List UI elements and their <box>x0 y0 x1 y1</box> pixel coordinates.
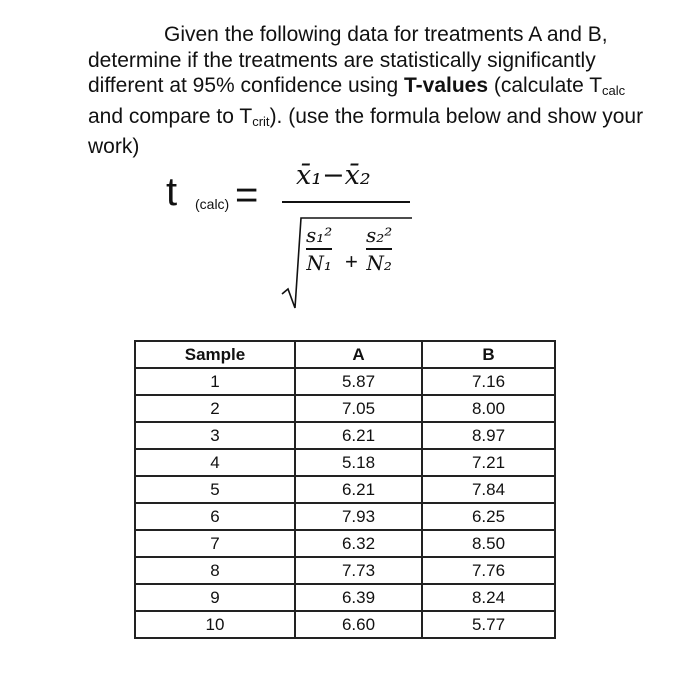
sample-cell: 4 <box>135 449 295 476</box>
term-2-bar <box>366 248 392 250</box>
table-row <box>135 611 555 638</box>
a-cell: 6.39 <box>295 584 422 611</box>
problem-text-1: Given the following data for treatments A and B, determine if the treatments are statistically significantly different at 95% confidence using <box>88 23 608 97</box>
formula-numerator: x̄₁−x̄₂ <box>296 160 371 191</box>
formula-t: t <box>166 170 178 214</box>
sample-cell: 6 <box>135 503 295 530</box>
formula-calc-label: (calc) <box>195 196 230 212</box>
sample-cell: 5 <box>135 476 295 503</box>
table-row <box>135 449 555 476</box>
table-row <box>135 584 555 611</box>
a-cell: 5.87 <box>295 368 422 395</box>
b-cell: 8.00 <box>422 395 555 422</box>
a-cell: 7.05 <box>295 395 422 422</box>
sample-cell: 9 <box>135 584 295 611</box>
formula-term-1 <box>306 224 332 274</box>
header-b: B <box>422 341 555 368</box>
b-cell: 8.97 <box>422 422 555 449</box>
sample-cell: 3 <box>135 422 295 449</box>
b-cell: 7.76 <box>422 557 555 584</box>
table-row <box>135 395 555 422</box>
sample-cell: 2 <box>135 395 295 422</box>
term-1-denominator: N₁ <box>306 250 332 275</box>
a-cell: 6.32 <box>295 530 422 557</box>
table-row <box>135 368 555 395</box>
table-row <box>135 503 555 530</box>
sample-cell: 10 <box>135 611 295 638</box>
problem-bold-term: T-values <box>404 74 489 97</box>
b-cell: 5.77 <box>422 611 555 638</box>
table-row <box>135 476 555 503</box>
a-cell: 6.60 <box>295 611 422 638</box>
a-cell: 7.93 <box>295 503 422 530</box>
subscript-crit: crit <box>252 113 270 129</box>
table-row <box>135 557 555 584</box>
b-cell: 7.84 <box>422 476 555 503</box>
problem-text-3: and compare to T <box>88 104 253 128</box>
b-cell: 8.24 <box>422 584 555 611</box>
problem-text-2: (calculate T <box>488 74 603 97</box>
formula-equals: = <box>235 173 259 217</box>
header-a: A <box>295 341 422 368</box>
data-table <box>134 340 556 639</box>
a-cell: 5.18 <box>295 449 422 476</box>
b-cell: 8.50 <box>422 530 555 557</box>
formula-plus: + <box>345 249 358 274</box>
b-cell: 6.25 <box>422 503 555 530</box>
term-2-numerator: s₂² <box>366 223 393 247</box>
problem-text-4: ). (use the formula below and show your work) <box>88 104 644 158</box>
subscript-calc: calc <box>602 83 626 98</box>
term-1-numerator: s₁² <box>306 223 333 247</box>
term-1-bar <box>306 248 332 250</box>
header-sample: Sample <box>135 341 295 368</box>
sample-cell: 8 <box>135 557 295 584</box>
sample-cell: 7 <box>135 530 295 557</box>
table-row <box>135 530 555 557</box>
b-cell: 7.21 <box>422 449 555 476</box>
b-cell: 7.16 <box>422 368 555 395</box>
formula-term-2 <box>366 224 392 274</box>
a-cell: 7.73 <box>295 557 422 584</box>
sample-cell: 1 <box>135 368 295 395</box>
table-header-row <box>135 341 555 368</box>
a-cell: 6.21 <box>295 476 422 503</box>
a-cell: 6.21 <box>295 422 422 449</box>
table-row <box>135 422 555 449</box>
term-2-denominator: N₂ <box>366 250 392 275</box>
